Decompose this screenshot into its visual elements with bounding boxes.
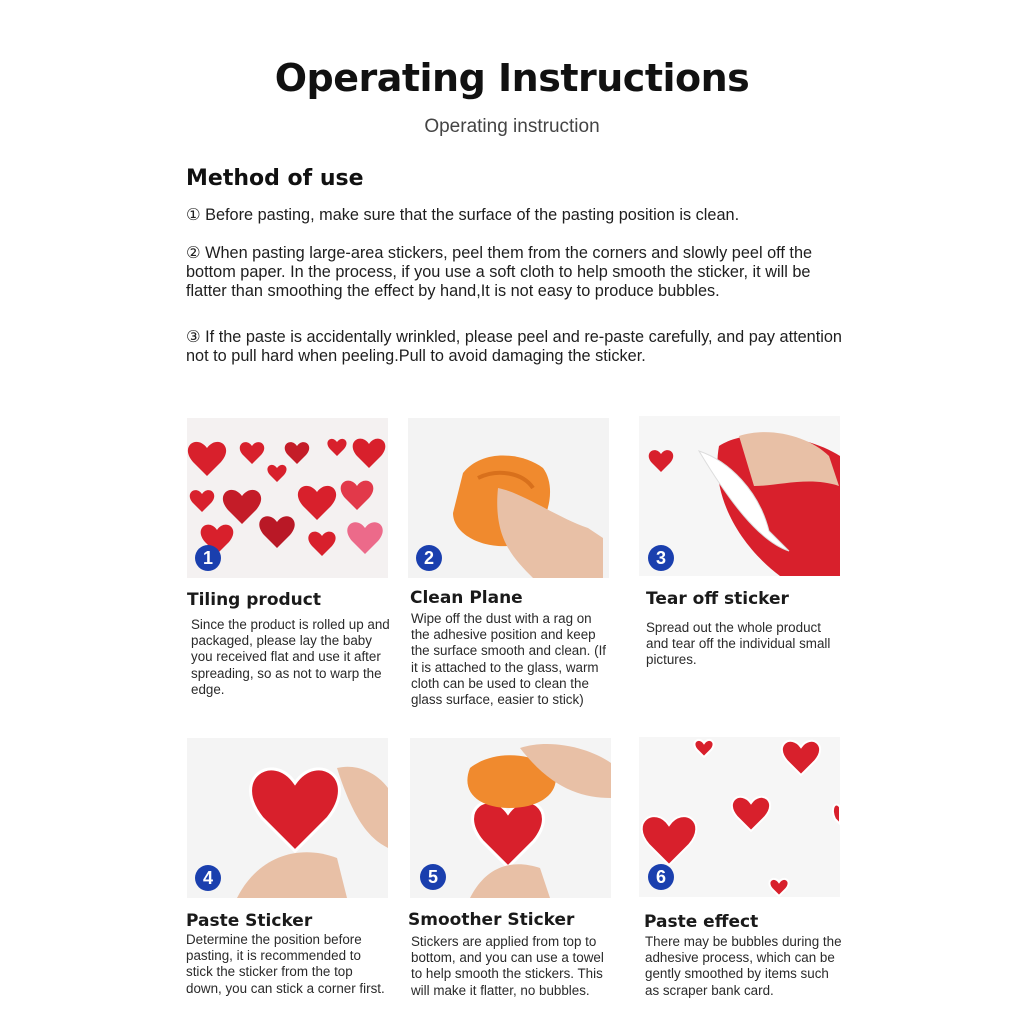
- step-3-title: Tear off sticker: [646, 589, 789, 609]
- instruction-paragraph-3: ③ If the paste is accidentally wrinkled, please peel and re-paste carefully, and pay attention not to pull hard when peeling.Pull to avoid damaging the sticker.: [186, 328, 842, 365]
- step-4-description: Determine the position before pasting, it is recommended to stick the sticker from the top down, you can stick a corner first.: [186, 932, 385, 996]
- step-2-description: Wipe off the dust with a rag on the adhesive position and keep the surface smooth and clean. (If it is attached to the glass, warm cloth can be used to clean the glass surface, easier to stick): [411, 611, 607, 708]
- step-2-photo: [408, 418, 609, 578]
- step-6-description: There may be bubbles during the adhesive process, which can be gently smoothed by items such as scraper bank card.: [645, 934, 842, 998]
- step-4-title: Paste Sticker: [186, 911, 313, 931]
- step-2-badge: 2: [416, 545, 442, 571]
- step-3-photo: [639, 416, 840, 576]
- step-1-photo: [187, 418, 388, 578]
- step-4-badge: 4: [195, 865, 221, 891]
- step-4-photo: [187, 738, 388, 898]
- step-6-photo: [639, 737, 840, 897]
- instruction-paragraph-2: ② When pasting large-area stickers, peel them from the corners and slowly peel off the bottom paper. In the process, if you use a soft cloth to help smooth the sticker, it will be flatter than smoothing the effect by hand,It is not easy to produce bubbles.: [186, 244, 813, 300]
- step-5-badge: 5: [420, 864, 446, 890]
- page-title: Operating Instructions: [274, 56, 750, 100]
- step-6-title: Paste effect: [644, 912, 759, 932]
- step-1-title: Tiling product: [187, 590, 321, 610]
- step-1-badge: 1: [195, 545, 221, 571]
- step-5-description: Stickers are applied from top to bottom, and you can use a towel to help smooth the stickers. This will make it flatter, no bubbles.: [411, 934, 604, 998]
- step-3-badge: 3: [648, 545, 674, 571]
- method-heading: Method of use: [186, 166, 364, 191]
- step-1-description: Since the product is rolled up and packaged, please lay the baby you received flat and use it after spreading, so as not to warp the edge.: [191, 617, 390, 697]
- page-subtitle: Operating instruction: [424, 116, 600, 137]
- step-5-photo: [410, 738, 611, 898]
- instruction-paragraph-1: ① Before pasting, make sure that the surface of the pasting position is clean.: [186, 206, 740, 224]
- step-2-title: Clean Plane: [410, 588, 523, 608]
- step-3-description: Spread out the whole product and tear off the individual small pictures.: [646, 620, 831, 668]
- step-5-title: Smoother Sticker: [408, 910, 575, 930]
- step-6-badge: 6: [648, 864, 674, 890]
